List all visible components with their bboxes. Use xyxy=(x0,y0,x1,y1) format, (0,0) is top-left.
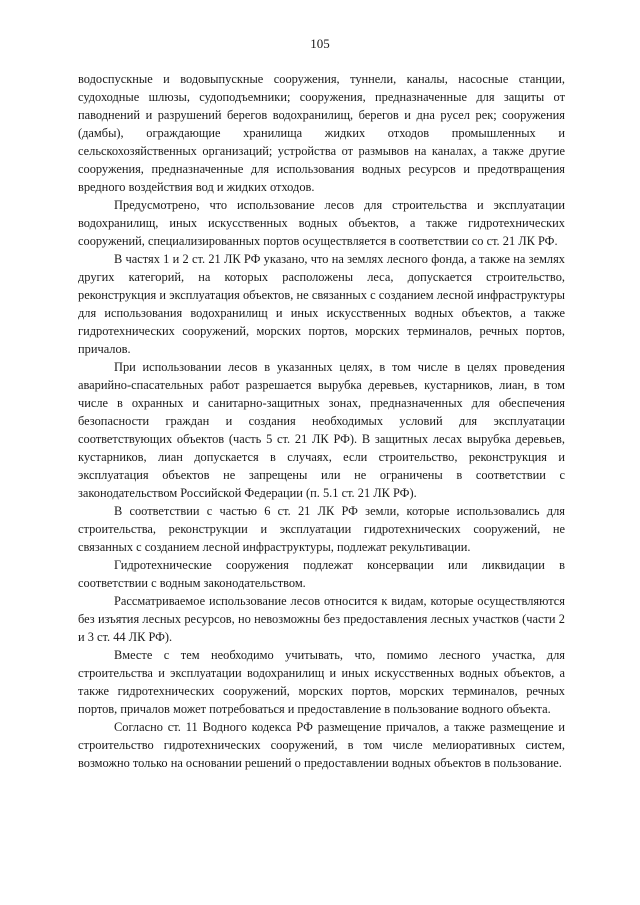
paragraph-3: В частях 1 и 2 ст. 21 ЛК РФ указано, что на землях лесного фонда, а также на землях других категорий, на которых расположены леса, допускается строительство, реконструкция и эксплуатация объектов, не связанных с созданием лесной инфраструктуры для использования водохранилищ и иных искусственных водных объектов, а также гидротехнических сооружений, морских портов, морских терминалов, речных портов, причалов. xyxy=(78,252,565,356)
paragraph-8: Вместе с тем необходимо учитывать, что, помимо лесного участка, для строительства и эксплуатации водохранилищ и иных искусственных водных объектов, а также гидротехнических сооружений, морских портов, морских терминалов, речных портов, причалов может потребоваться и предоставление в пользование водного объекта. xyxy=(78,648,565,716)
paragraph-9: Согласно ст. 11 Водного кодекса РФ размещение причалов, а также размещение и строительство гидротехнических сооружений, в том числе мелиоративных систем, возможно только на основании решений о предоставлении водных объектов в пользование. xyxy=(78,720,565,770)
paragraph-2: Предусмотрено, что использование лесов для строительства и эксплуатации водохранилищ, иных искусственных водных объектов, а также гидротехнических сооружений, специализированных портов осуществляется в соответствии со ст. 21 ЛК РФ. xyxy=(78,198,565,248)
paragraph-6: Гидротехнические сооружения подлежат консервации или ликвидации в соответствии с водным законодательством. xyxy=(78,558,565,590)
paragraph-4: При использовании лесов в указанных целях, в том числе в целях проведения аварийно-спасательных работ разрешается вырубка деревьев, кустарников, лиан, в том числе в охранных и санитарно-защитных зонах, предназначенных для обеспечения безопасности граждан и создания необходимых условий для эксплуатации соответствующих объектов (часть 5 ст. 21 ЛК РФ). В защитных лесах вырубка деревьев, кустарников, лиан допускается в случаях, если строительство, реконструкция и эксплуатация объектов не запрещены или не ограничены в соответствии с законодательством Российской Федерации (п. 5.1 ст. 21 ЛК РФ). xyxy=(78,360,565,500)
page-number: 105 xyxy=(310,36,330,51)
body-text xyxy=(78,70,565,772)
paragraph-1: водоспускные и водовыпускные сооружения, туннели, каналы, насосные станции, судоходные шлюзы, судоподъемники; сооружения, предназначенные для защиты от паводнений и разрушений берегов водохранилищ, берегов и дна русел рек; сооружения (дамбы), ограждающие хранилища жидких отходов промышленных и сельскохозяйственных организаций; устройства от размывов на каналах, а также другие сооружения, предназначенные для использования водных ресурсов и предотвращения вредного воздействия вод и жидких отходов. xyxy=(78,72,565,194)
paragraph-5: В соответствии с частью 6 ст. 21 ЛК РФ земли, которые использовались для строительства, реконструкции и эксплуатации гидротехнических сооружений, не связанных с созданием лесной инфраструктуры, подлежат рекультивации. xyxy=(78,504,565,554)
paragraph-7: Рассматриваемое использование лесов относится к видам, которые осуществляются без изъятия лесных ресурсов, но невозможны без предоставления лесных участков (части 2 и 3 ст. 44 ЛК РФ). xyxy=(78,594,565,644)
